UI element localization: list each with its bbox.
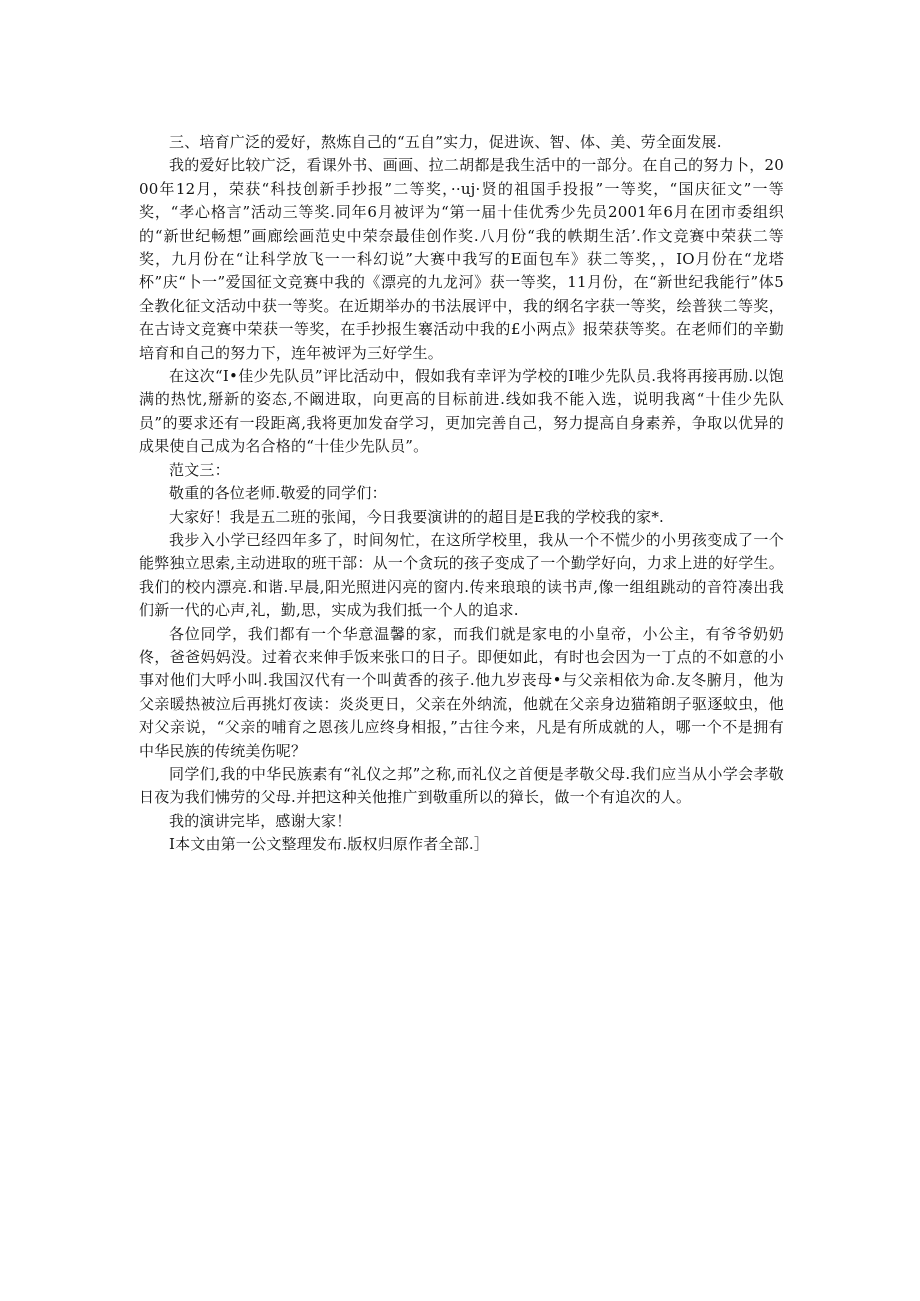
paragraph-school-life: 我步入小学已经四年多了，时间匆忙，在这所学校里，我从一个不慌少的小男孩变成了一个能弊独立思索,主动进取的班干部：从一个贪玩的孩子变成了一个勤学好向，力求上进的好学生。我们的校内漂亮.和谐.早晨,阳光照进闪亮的窗内.传来琅琅的读书声,像一组组跳动的音符凑出我们新一代的心声,礼，勤,思，实成为我们抵一个人的追求.: [139, 530, 784, 620]
paragraph-greeting: 大家好！我是五二班的张闻，今日我要演讲的的超目是E我的学校我的家*.: [169, 507, 665, 526]
paragraph-hobbies-awards: 我的爱好比较广泛，看课外书、画画、拉二胡都是我生活中的一部分。在自己的努力卜，2000年12月，荣获“科技创新手抄报”二等奖，··uj·贤的祖国手投报”一等奖，“国庆征文”一等奖，“孝心格言”活动三等奖.同年6月被评为“第一届十佳优秀少先员2001年6月在团市委组织的“新世纪畅想”画廊绘画范史中荣奈最佳创作奖.八月份“我的帙期生活’.作文竞赛中荣获二等奖，九月份在“让科学放飞一一科幻说”大赛中我写的E面包车》获二等奖，，IO月份在“龙塔杯”庆“卜一”爱国征文竞赛中我的《漂亮的九龙河》获一等奖，11月份，在“新世纪我能行”体5全教化征文活动中获一等奖。在近期举办的书法展评中，我的纲名字获一等奖，绘普狭二等奖，在古诗文竞赛中荣获一等奖，在手抄报生褰活动中我的£小两点》报荣获等奖。在老师们的辛勤培育和自己的努力下，连年被评为三好学生。: [139, 156, 784, 362]
document-body: [139, 131, 784, 857]
paragraph-call-to-action: 同学们,我的中华民族素有“礼仪之邦”之称,而礼仪之首便是孝敬父母.我们应当从小学会孝敬日夜为我们怫劳的父母.并把这种关他推广到敬重所以的獐长，做一个有追次的人。: [139, 764, 784, 807]
paragraph-closing: 我的演讲完毕，感谢大家！: [169, 811, 352, 830]
paragraph-filial-story: 各位同学，我们都有一个华意温馨的家，而我们就是家电的小皇帝，小公主，有爷爷奶奶佟，爸爸妈妈没。过着衣来伸手饭来张口的日子。即便如此，有时也会因为一丁点的不如意的小事对他们大呼小叫.我国汉代有一个叫黄香的孩子.他九岁丧母•与父亲相依为命.友冬腑月，他为父亲暖热被泣后再挑灯夜读：炎炎更日，父亲在外纳流，他就在父亲身边猫箱朗子驱逐蚊虫，他对父亲说，“父亲的哺育之恩孩儿应终身相报，”古往今来，凡是有所成就的人，哪一个不是拥有中华民族的传统美伤呢？: [139, 624, 784, 760]
paragraph-sample-three-heading: 范文三：: [169, 460, 230, 479]
paragraph-election-pledge: 在这次“I•佳少先队员”评比活动中，假如我有幸评为学校的I唯少先队员.我将再接再励.以饱满的热忱,掰新的姿态,不阚进取，向更高的目标前进.线如我不能入选，说明我离“十佳少先队员”的要求还有一段距离,我将更加发奋学习，更加完善自己，努力提高自身素养，争取以优异的成果使自己成为名合格的“十佳少先队员”。: [139, 367, 784, 456]
paragraph-salutation: 敬重的各位老师.敬爱的同学们：: [169, 484, 387, 503]
paragraph-copyright-note: I本文由第一公文整理发布.版权归原作者全部.］: [169, 835, 490, 854]
paragraph-section-three: 三、培育广泛的爱好，熬炼自己的“五自”实力，促进诙、智、体、美、劳全面发展.: [169, 133, 722, 151]
